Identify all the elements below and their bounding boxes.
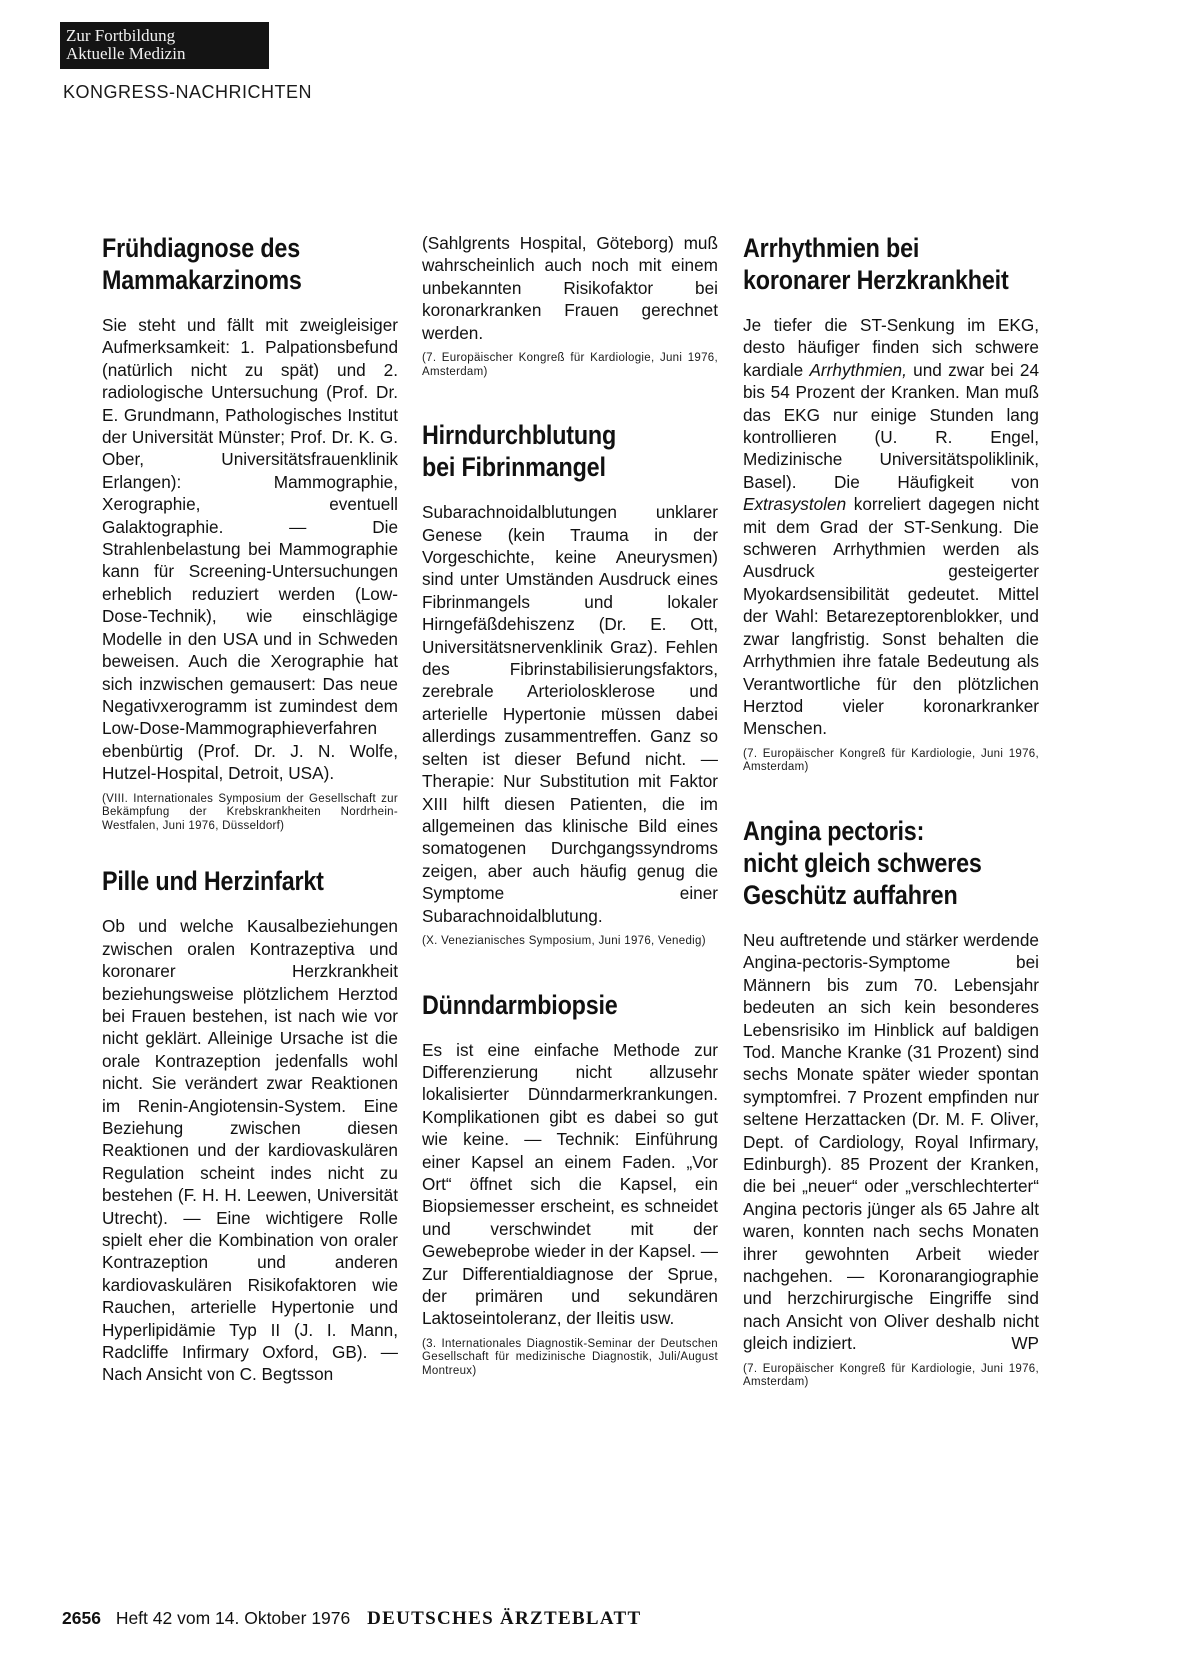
article-title <box>743 815 1042 911</box>
column-1 <box>102 232 398 1386</box>
article-source: (7. Europäischer Kongreß für Kardiologie, Juni 1976, Amsterdam) <box>422 352 718 378</box>
article-mammakarzinom <box>102 232 398 833</box>
badge-line-2: Aktuelle Medizin <box>66 44 186 63</box>
article-body: Es ist eine einfache Methode zur Differenzierung nicht allzusehr lokalisierter Dünndarmerkrankungen. Komplikationen gibt es dabei so gut wie keine. — Technik: Einführung einer Kapsel an einem Faden. „Vor Ort“ öffnet sich die Kapsel, ein Biopsiemesser erscheint, es schneidet und verschwindet mit der Gewebeprobe wieder in der Kapsel. — Zur Differentialdiagnose der Sprue, der primären und sekundären Laktoseintoleranz, der Ileitis usw. <box>422 1039 718 1329</box>
article-body: Sie steht und fällt mit zweigleisiger Aufmerksamkeit: 1. Palpationsbefund (natürlich nicht zu spät) und 2. radiologische Untersuchung (Prof. Dr. E. Grundmann, Pathologisches Institut der Universität Münster; Prof. Dr. K. G. Ober, Universitätsfrauenklinik Erlangen): Mammographie, Xerographie, eventuell Galaktographie. — Die Strahlenbelastung bei Mammographie kann für Screening-Untersuchungen erheblich reduziert werden (Low-Dose-Technik), wie einschlägige Modelle in den USA und in Schweden beweisen. Auch die Xerographie hat sich inzwischen gemausert: Das neue Negativxerogramm ist zumindest dem Low-Dose-Mammographieverfahren ebenbürtig (Prof. Dr. J. N. Wolfe, Hutzel-Hospital, Detroit, USA). <box>102 315 398 784</box>
article-title: Dünndarmbiopsie <box>422 989 618 1020</box>
article-duenndarmbiopsie <box>422 989 718 1379</box>
badge-line-1: Zur Fortbildung <box>66 26 176 45</box>
article-angina-pectoris <box>743 815 1039 1390</box>
article-body-continued: (Sahlgrents Hospital, Göteborg) muß wahrscheinlich auch noch mit einem unbekannten Risikofaktor bei koronarkranken Frauen gerechnet werden. <box>422 233 718 343</box>
article-body: Subarachnoidalblutungen unklarer Genese (kein Trauma in der Vorgeschichte, keine Aneurysmen) sind unter Umständen Ausdruck eines Fibrinmangels und lokaler Hirngefäßdehiszenz (Dr. E. Ott, Universitätsnervenklinik Graz). Fehlen des Fibrinstabilisierungsfaktors, zerebrale Arteriolosklerose und arterielle Hypertonie müssen dabei allerdings zusammentreffen. Ganz so selten ist dieser Befund nicht. — Therapie: Nur Substitution mit Faktor XIII hilft diesen Patienten, die im allgemeinen das klinische Bild eines somatogenen Durchgangssyndroms zeigen, aber auch häufig genug die Symptome einer Subarachnoidalblutung. <box>422 502 718 926</box>
title-line: Geschütz auffahren <box>743 879 958 910</box>
author-signature: WP <box>1011 1333 1039 1354</box>
article-source: (VIII. Internationales Symposium der Gesellschaft zur Bekämpfung der Krebskrankheiten Nordrhein-Westfalen, Juni 1976, Düsseldorf) <box>102 792 398 832</box>
article-body: Neu auftretende und stärker werdende Angina-pectoris-Symptome bei Männern bis zum 70. Lebensjahr bedeuten an sich kein besonderes Lebensrisiko im Hinblick auf baldigen Tod. Manche Kranke (31 Prozent) sind sechs Monate später wieder spontan symptomfrei. 7 Prozent empfinden nur seltene Herzattacken (Dr. M. F. Oliver, Dept. of Cardiology, Royal Infirmary, Edinburgh). 85 Prozent der Kranken, die bei „neuer“ oder „verschlechterter“ Angina pectoris jünger als 65 Jahre alt waren, konnten nach sechs Monaten ihrer gewohnten Arbeit wieder nachgehen. — Koronarangiographie und herzchirurgische Eingriffe sind nach Ansicht von Oliver deshalb nicht gleich indiziert. WP <box>743 929 1039 1354</box>
article-source: (X. Venezianisches Symposium, Juni 1976, Venedig) <box>422 934 706 947</box>
article-body: Ob und welche Kausalbeziehungen zwischen oralen Kontrazeptiva und koronarer Herzkrankheit beziehungsweise plötzlichem Herztod bei Frauen bestehen, ist nach wie vor nicht geklärt. Alleinige Ursache ist die orale Kontrazeption jedenfalls wohl nicht. Sie verändert zwar Reaktionen im Renin-Angiotensin-System. Eine Beziehung zwischen diesen Reaktionen und der kardiovaskulären Regulation scheint indes nicht zu bestehen (F. H. H. Leewen, Universität Utrecht). — Eine wichtigere Rolle spielt eher die Kombination von oraler Kontrazeption und anderen kardiovaskulären Risikofaktoren wie Rauchen, arterielle Hypertonie und Hyperlipidämie Typ II (J. I. Mann, Radcliffe Infirmary Oxford, GB). — Nach Ansicht von C. Begtsson <box>102 916 398 1385</box>
article-title: Pille und Herzinfarkt <box>102 866 324 897</box>
title-line: Mammakarzinoms <box>102 265 302 295</box>
column-3 <box>743 232 1039 1390</box>
issue-info: Heft 42 vom 14. Oktober 1976 <box>115 1608 351 1628</box>
emphasis: Arrhythmien, <box>809 359 907 380</box>
section-label: KONGRESS-NACHRICHTEN <box>63 82 313 102</box>
article-arrhythmien <box>743 232 1039 775</box>
page-number: 2656 <box>62 1608 101 1628</box>
title-line: Angina pectoris: <box>743 815 925 846</box>
title-line: Frühdiagnose des <box>102 233 301 263</box>
emphasis: Extrasystolen <box>743 494 847 515</box>
article-source: (7. Europäischer Kongreß für Kardiologie, Juni 1976, Amsterdam) <box>743 747 1039 774</box>
title-line: bei Fibrinmangel <box>422 452 606 483</box>
article-hirndurchblutung <box>422 419 718 948</box>
article-pille <box>102 865 398 1386</box>
article-title <box>743 232 1042 296</box>
section-badge <box>60 22 269 69</box>
article-source: (3. Internationales Diagnostik-Seminar der Deutschen Gesellschaft für medizinische Diagnostik, Juli/August Montreux) <box>422 1337 718 1377</box>
article-title <box>422 419 721 483</box>
page-footer <box>62 1608 641 1630</box>
title-line: Hirndurchblutung <box>422 420 617 451</box>
journal-name: DEUTSCHES ÄRZTEBLATT <box>367 1608 642 1629</box>
article-body: Je tiefer die ST-Senkung im EKG, desto häufiger finden sich schwere kardiale Arrhythmien, und zwar bei 24 bis 54 Prozent der Kranken. Man muß das EKG nur einige Stunden lang kontrollieren (U. R. Engel, Medizinische Universitätspoliklinik, Basel). Die Häufigkeit von Extrasystolen korreliert dagegen nicht mit dem Grad der ST-Senkung. Die schweren Arrhythmien werden als Ausdruck gesteigerter Myokardsensibilität gedeutet. Mittel der Wahl: Betarezeptorenblokker, und zwar langfristig. Sonst behalten die Arrhythmien ihre fatale Bedeutung als Verantwortliche für den plötzlichen Herztod vieler koronarkranker Menschen. <box>743 315 1040 739</box>
title-line: nicht gleich schweres <box>743 847 982 878</box>
title-line: Arrhythmien bei <box>743 233 920 263</box>
article-source: (7. Europäischer Kongreß für Kardiologie, Juni 1976, Amsterdam) <box>743 1362 1039 1389</box>
title-line: koronarer Herzkrankheit <box>743 265 1009 295</box>
article-title <box>102 232 401 296</box>
column-2 <box>422 232 718 1379</box>
